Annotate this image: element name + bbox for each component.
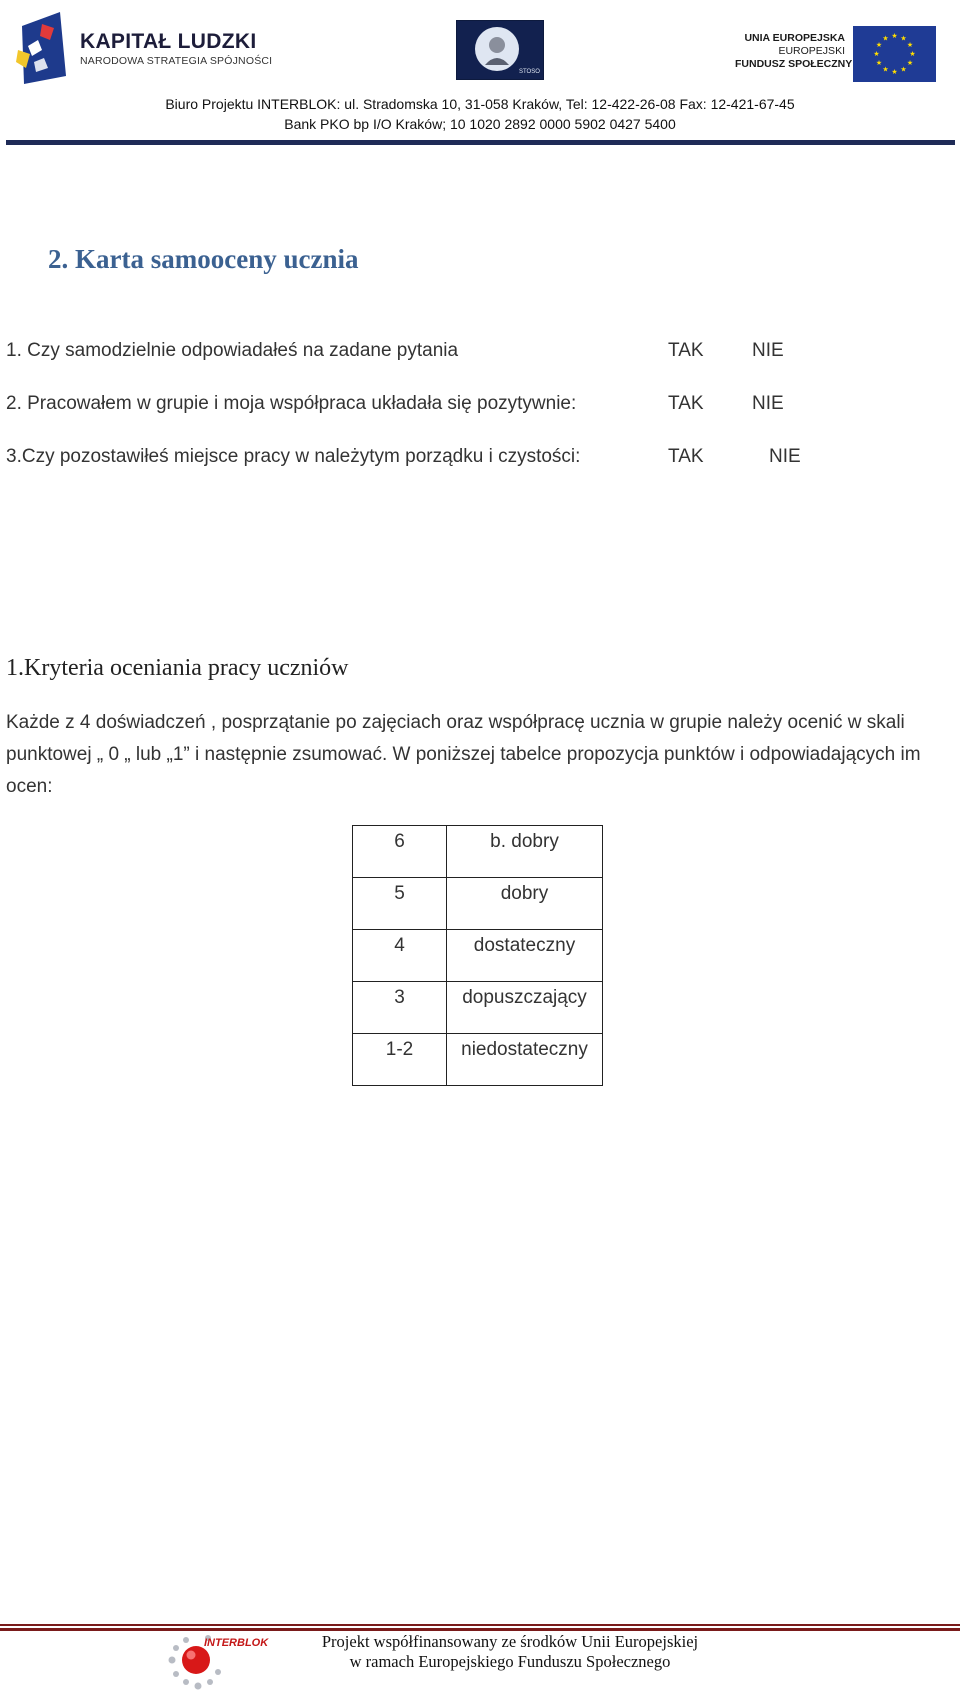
grade-cell: niedostateczny <box>447 1034 603 1086</box>
footer-divider-bottom <box>0 1628 960 1631</box>
svg-text:★: ★ <box>873 50 880 58</box>
svg-text:★: ★ <box>900 65 907 74</box>
svg-text:★: ★ <box>882 34 889 43</box>
svg-text:★: ★ <box>906 41 914 49</box>
grade-cell: b. dobry <box>447 826 603 878</box>
question-row <box>6 393 576 415</box>
ue-line-3: FUNDUSZ SPOŁECZNY <box>735 58 853 70</box>
ue-label <box>735 32 853 71</box>
portrait-caption: STOSO <box>519 69 540 75</box>
question-text: 3.Czy pozostawiłeś miejsce pracy w należytym porządku i czystości: <box>6 446 581 467</box>
table-row <box>353 826 603 878</box>
table-row <box>353 1034 603 1086</box>
footer-line-2: w ramach Europejskiego Funduszu Społecznego <box>349 1652 671 1671</box>
answer-no: NIE <box>752 393 784 414</box>
answer-no: NIE <box>752 340 784 361</box>
svg-text:★: ★ <box>900 34 907 43</box>
portrait-icon <box>457 21 543 79</box>
footer-divider-top <box>0 1624 960 1626</box>
eu-flag <box>853 26 936 82</box>
points-cell: 5 <box>353 878 447 930</box>
header-bank: Bank PKO bp I/O Kraków; 10 1020 2892 0000 5902 0427 5400 <box>284 116 676 132</box>
header-divider <box>6 140 955 145</box>
grade-cell: dostateczny <box>447 930 603 982</box>
question-row <box>6 340 458 362</box>
svg-text:★: ★ <box>906 59 914 67</box>
points-cell: 6 <box>353 826 447 878</box>
section-title-self-assessment: 2. Karta samooceny ucznia <box>48 244 359 274</box>
interblok-logo <box>160 1630 270 1696</box>
question-row <box>6 446 580 468</box>
answer-yes: TAK <box>668 340 704 361</box>
table-row <box>353 878 603 930</box>
points-cell: 1-2 <box>353 1034 447 1086</box>
points-cell: 3 <box>353 982 447 1034</box>
svg-text:★: ★ <box>882 65 889 74</box>
table-row <box>353 930 603 982</box>
footer-line-1: Projekt współfinansowany ze środków Unii Europejskiej <box>321 1632 699 1651</box>
grade-cell: dopuszczający <box>447 982 603 1034</box>
interblok-logo-text: INTERBLOK <box>204 1637 269 1649</box>
eu-stars-icon <box>853 26 936 82</box>
question-text: 2. Pracowałem w grupie i moja współpraca układała się pozytywnie: <box>6 393 577 414</box>
grade-cell: dobry <box>447 878 603 930</box>
kapital-ludzki-emblem-icon <box>14 6 74 86</box>
ue-line-2: EUROPEJSKI <box>778 45 845 57</box>
table-row <box>353 982 603 1034</box>
svg-text:★: ★ <box>875 41 883 49</box>
patron-portrait <box>456 20 544 80</box>
question-text: 1. Czy samodzielnie odpowiadałeś na zadane pytania <box>6 340 459 361</box>
svg-text:★: ★ <box>891 32 898 40</box>
svg-text:★: ★ <box>909 50 916 58</box>
header-address: Biuro Projektu INTERBLOK: ul. Stradomska 10, 31-058 Kraków, Tel: 12-422-26-08 Fax: 12-421-67-45 <box>165 96 795 112</box>
answer-no: NIE <box>769 446 801 467</box>
answer-yes: TAK <box>668 393 704 414</box>
kapital-ludzki-subtitle: NARODOWA STRATEGIA SPÓJNOŚCI <box>80 55 273 67</box>
section-title-criteria: 1.Kryteria oceniania pracy uczniów <box>6 655 349 681</box>
kapital-ludzki-title: KAPITAŁ LUDZKI <box>80 30 257 53</box>
points-cell: 4 <box>353 930 447 982</box>
svg-text:★: ★ <box>875 59 883 67</box>
svg-text:★: ★ <box>891 68 898 76</box>
interblok-logo-icon <box>160 1630 270 1696</box>
answer-yes: TAK <box>668 446 704 467</box>
grades-table <box>352 825 603 1086</box>
ue-line-1: UNIA EUROPEJSKA <box>744 32 845 44</box>
criteria-paragraph: Każde z 4 doświadczeń , posprzątanie po zajęciach oraz współpracę ucznia w grupie należy ocenić w skali punktowej „ 0 „ lub „1” i następnie zsumować. W poniższej tabelce propozycja punktów i odpowiadających im ocen: <box>6 712 921 797</box>
